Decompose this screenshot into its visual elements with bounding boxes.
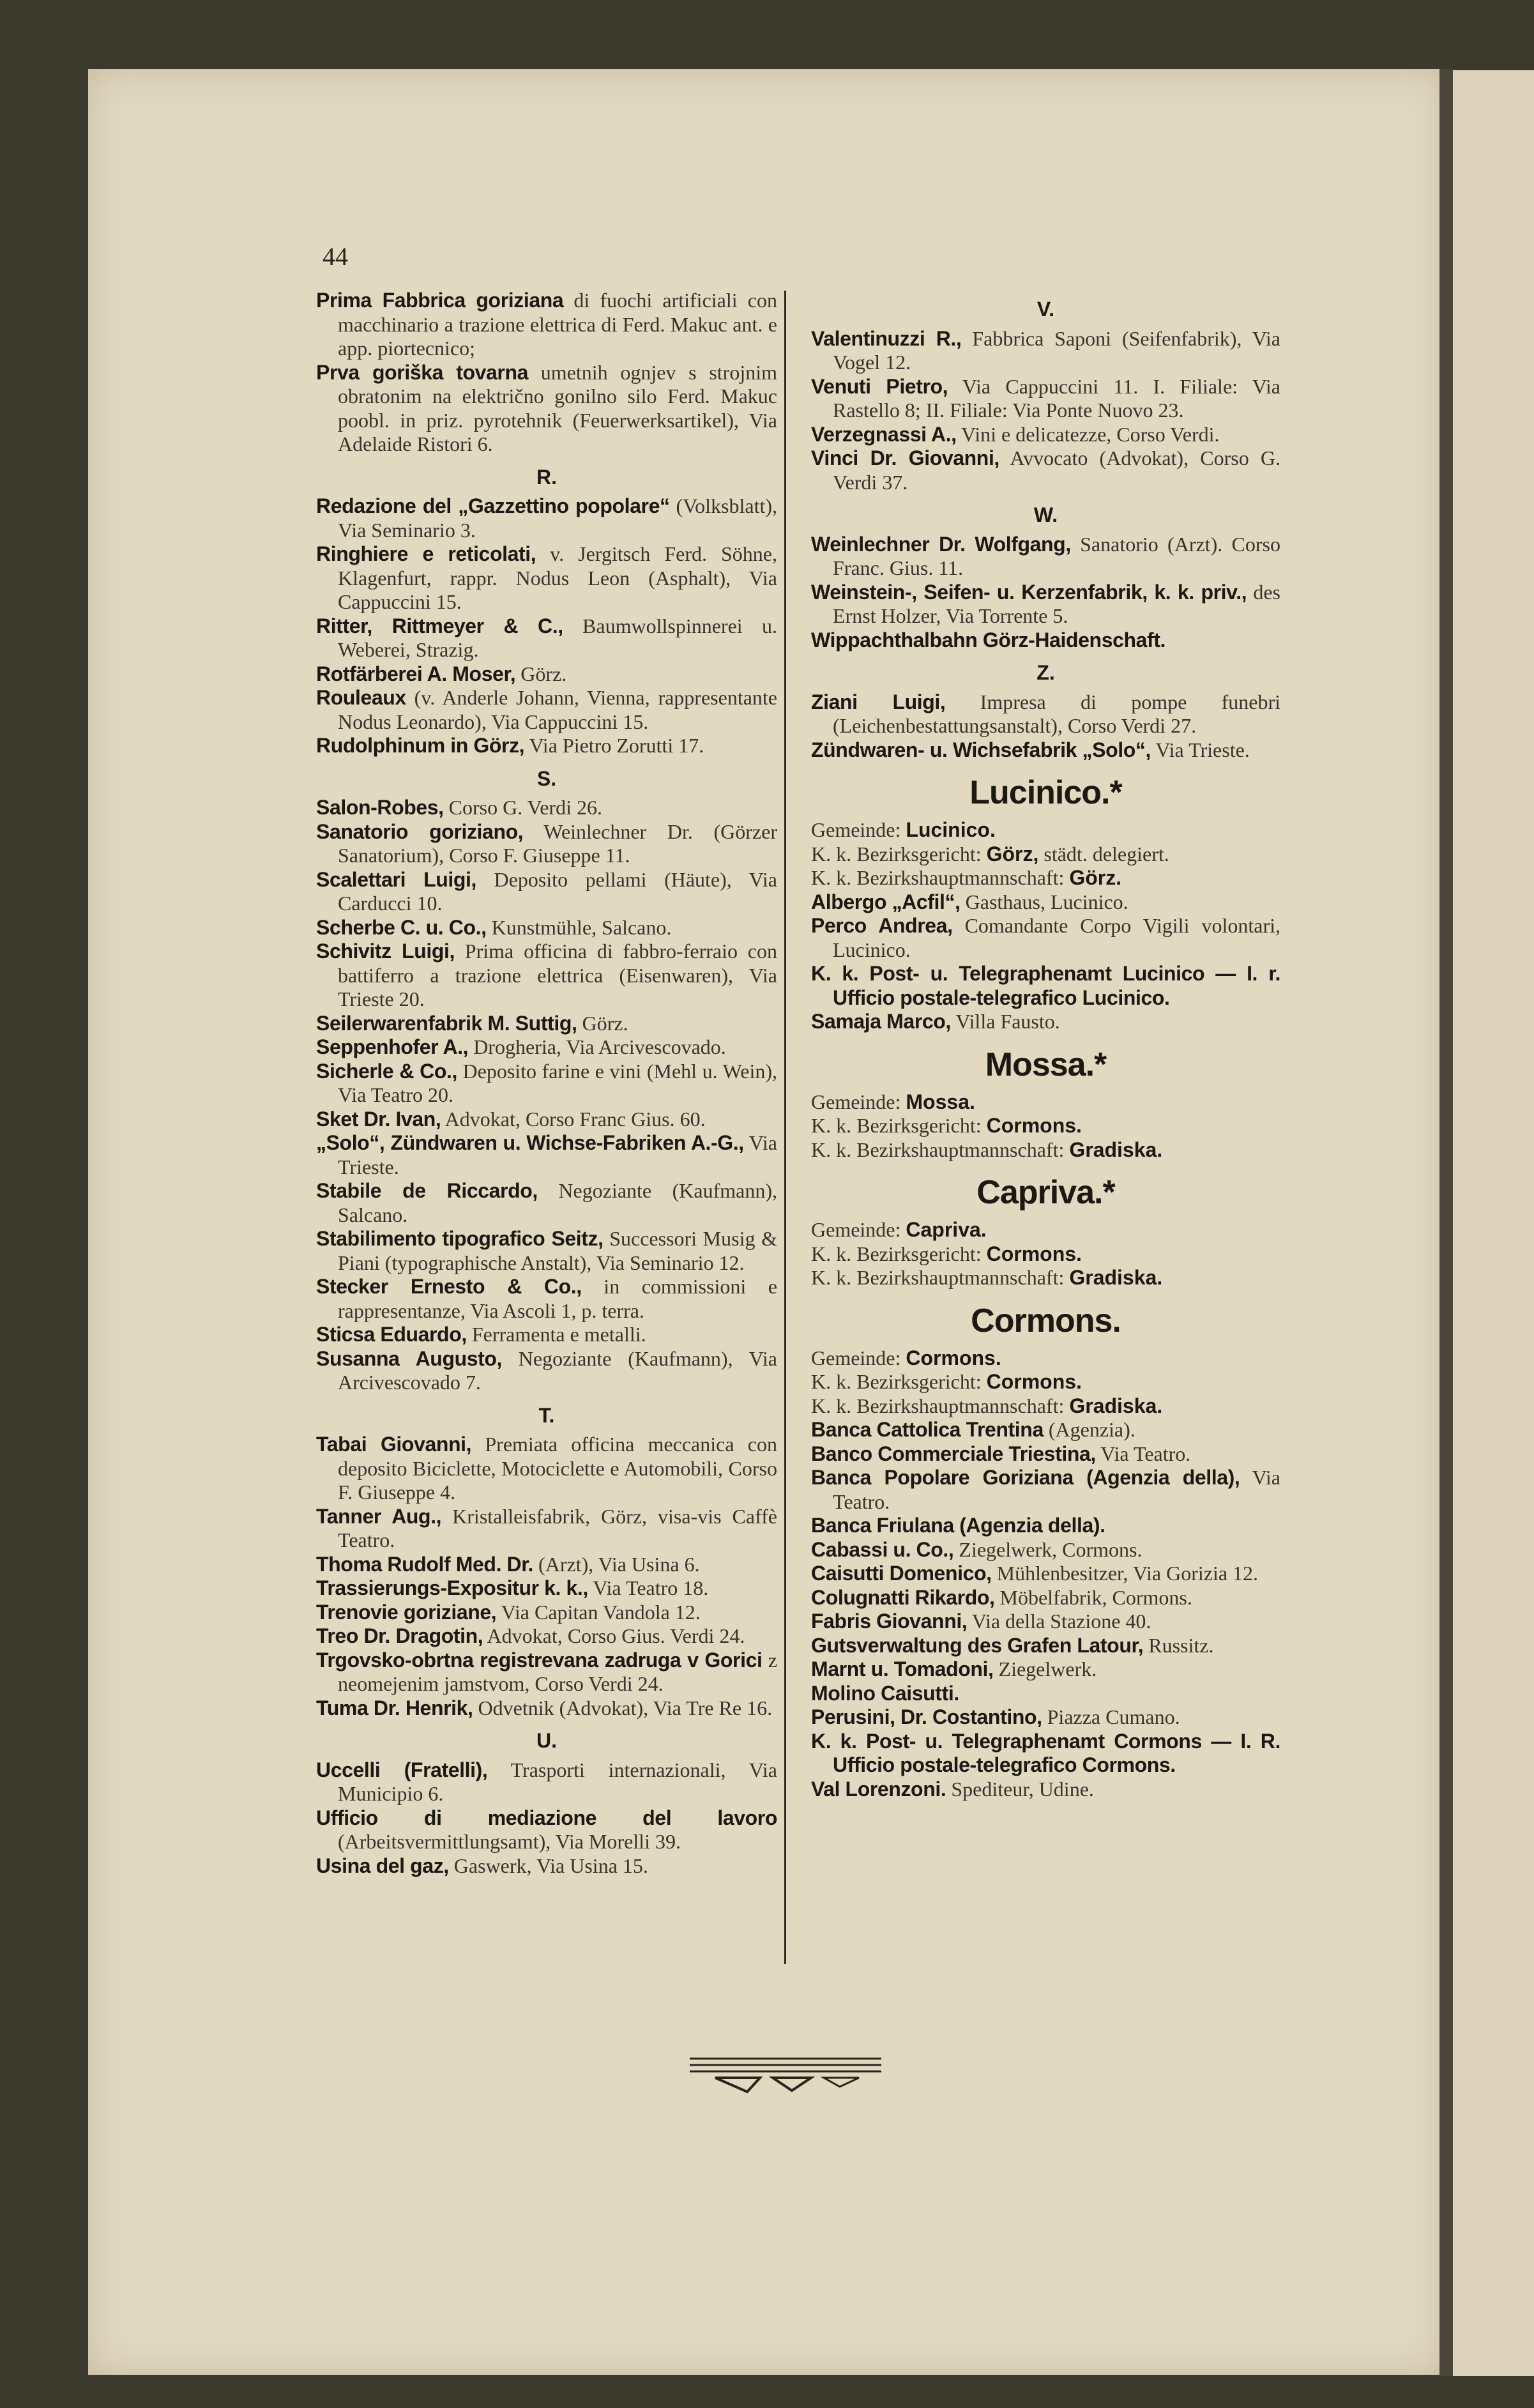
entry-details: Weinlechner Dr. (Görzer Sanatorium), Corso F. Giuseppe 11.	[338, 819, 777, 867]
entry-details: Fabbrica Saponi (Seifenfabrik), Via Vogel 12.	[833, 326, 1280, 374]
directory-entry	[316, 542, 777, 614]
section-letter: V.	[1037, 298, 1055, 321]
admin-value: Mossa.	[906, 1090, 975, 1113]
entry-details: Deposito farine e vini (Mehl u. Wein), Via Teatro 20.	[338, 1059, 777, 1106]
directory-entry	[316, 1433, 777, 1505]
entry-name: Seilerwarenfabrik M. Suttig,	[316, 1011, 577, 1035]
entry-name: Scalettari Luigi,	[316, 867, 476, 891]
admin-line	[811, 1138, 1280, 1162]
admin-value: Capriva.	[906, 1218, 987, 1241]
entry-details: Möbelfabrik, Cormons.	[994, 1585, 1192, 1609]
entry-details: Mühlenbesitzer, Via Gorizia 12.	[991, 1562, 1259, 1585]
entry-name: Cabassi u. Co.,	[811, 1537, 954, 1561]
entry-name: Perco Andrea,	[811, 914, 953, 937]
directory-entry	[811, 1778, 1280, 1802]
right-column	[811, 289, 1280, 1801]
admin-label: K. k. Bezirksgericht:	[811, 1370, 987, 1393]
directory-entry	[316, 1576, 777, 1601]
admin-value: Gradiska.	[1069, 1394, 1163, 1417]
entry-details: Odvetnik (Advokat), Via Tre Re 16.	[473, 1696, 773, 1719]
directory-entry	[811, 1730, 1280, 1778]
entry-details: Comandante Corpo Vigili volontari, Lucinico.	[833, 914, 1280, 961]
entry-name: Weinstein-, Seifen- u. Kerzenfabrik, k. k. priv.,	[811, 580, 1247, 604]
directory-entry	[316, 1601, 777, 1625]
directory-entry	[811, 423, 1280, 447]
entry-details: Via Cappuccini 11. I. Filiale: Via Rastello 8; II. Filiale: Via Ponte Nuovo 23.	[833, 374, 1281, 422]
entry-details: Sanatorio (Arzt). Corso Franc. Gius. 11.	[833, 532, 1280, 579]
entry-name: Ritter, Rittmeyer & C.,	[316, 614, 563, 637]
entry-name: Trgovsko-obrtna registrevana zadruga v Gorici	[316, 1648, 763, 1672]
entry-name: K. k. Post- u. Telegraphenamt Lucinico — I. r. Ufficio postale-telegrafico Lucinico.	[811, 962, 1280, 1009]
entry-details: Avvocato (Advokat), Corso G. Verdi 37.	[833, 446, 1280, 494]
directory-entry	[811, 962, 1280, 1010]
admin-value: Cormons.	[986, 1242, 1082, 1265]
entry-details: Piazza Cumano.	[1042, 1705, 1180, 1728]
entry-details: Successori Musig & Piani (typographische Anstalt), Via Seminario 12.	[338, 1227, 777, 1274]
entry-name: Stabile de Riccardo,	[316, 1179, 538, 1202]
entry-name: Trassierungs-Expositur k. k.,	[316, 1576, 588, 1599]
entry-details: Vini e delicatezze, Corso Verdi.	[956, 422, 1220, 446]
directory-entry	[316, 820, 777, 868]
entry-name: K. k. Post- u. Telegraphenamt Cormons — I. R. Ufficio postale-telegrafico Cormons.	[811, 1729, 1280, 1776]
entry-details: Kristalleisfabrik, Görz, visa-vis Caffè Teatro.	[338, 1504, 778, 1551]
admin-label: K. k. Bezirksgericht:	[811, 1242, 987, 1265]
directory-entry	[811, 1442, 1280, 1467]
section-letter: Z.	[1037, 661, 1055, 684]
directory-entry	[316, 1624, 777, 1649]
directory-entry	[811, 914, 1280, 962]
entry-details: Advokat, Corso Franc Gius. 60.	[441, 1107, 706, 1131]
entry-name: Usina del gaz,	[316, 1854, 449, 1877]
admin-line	[811, 866, 1280, 890]
entry-details: v. Jergitsch Ferd. Söhne, Klagenfurt, rappr. Nodus Leon (Asphalt), Via Cappuccini 15.	[338, 542, 777, 613]
entry-details: Baumwollspinnerei u. Weberei, Strazig.	[338, 614, 777, 661]
admin-note: städt. delegiert.	[1038, 842, 1169, 865]
entry-name: Scherbe C. u. Co.,	[316, 915, 487, 939]
section-letter: S.	[536, 766, 557, 790]
directory-entry	[316, 1035, 777, 1060]
entry-details: Via Teatro 18.	[588, 1576, 709, 1599]
locality-title: Cormons.	[971, 1302, 1121, 1339]
section-letter: W.	[1033, 503, 1058, 526]
end-ornament	[690, 2054, 881, 2105]
entry-name: Val Lorenzoni.	[811, 1777, 946, 1801]
directory-entry	[316, 1060, 777, 1108]
locality-title: Capriva.*	[976, 1174, 1115, 1211]
directory-entry	[316, 614, 777, 662]
entry-name: Ufficio di mediazione del lavoro	[316, 1806, 777, 1829]
entry-name: Marnt u. Tomadoni,	[811, 1657, 994, 1680]
directory-entry	[811, 1682, 1280, 1706]
entry-name: „Solo“, Zündwaren u. Wichse-Fabriken A.-G.,	[316, 1131, 744, 1154]
entry-name: Tanner Aug.,	[316, 1504, 442, 1528]
directory-entry	[316, 1131, 777, 1179]
directory-entry	[316, 1505, 777, 1553]
entry-details: (v. Anderle Johann, Vienna, rappresentante Nodus Leonardo), Via Cappuccini 15.	[338, 686, 777, 733]
directory-entry	[811, 1538, 1280, 1562]
entry-details: Trasporti internazionali, Via Municipio 6.	[338, 1758, 777, 1805]
directory-entry	[316, 868, 777, 916]
left-column	[316, 289, 777, 1878]
entry-details: Spediteur, Udine.	[946, 1777, 1094, 1801]
directory-entry	[316, 361, 777, 457]
locality-title: Mossa.*	[985, 1046, 1107, 1083]
directory-entry	[316, 1108, 777, 1132]
admin-line	[811, 1346, 1280, 1371]
entry-name: Banca Friulana (Agenzia della).	[811, 1514, 1105, 1537]
directory-entry	[811, 1562, 1280, 1586]
entry-details: di fuochi artificiali con macchinario a trazione elettrica di Ferd. Makuc ant. e app. piortecnico;	[338, 289, 778, 360]
directory-entry	[811, 1705, 1280, 1730]
entry-details: Ziegelwerk, Cormons.	[953, 1537, 1143, 1561]
directory-entry	[811, 890, 1280, 915]
admin-label: K. k. Bezirkshauptmannschaft:	[811, 866, 1070, 889]
entry-name: Tuma Dr. Henrik,	[316, 1696, 473, 1719]
admin-value: Görz.	[1069, 866, 1122, 889]
admin-value: Gradiska.	[1069, 1266, 1163, 1289]
entry-name: Seppenhofer A.,	[316, 1035, 469, 1058]
section-letter: R.	[536, 465, 557, 489]
directory-entry	[811, 1610, 1280, 1634]
entry-details: Görz.	[577, 1011, 628, 1035]
directory-entry	[811, 1657, 1280, 1682]
entry-name: Verzegnassi A.,	[811, 422, 957, 446]
admin-label: K. k. Bezirkshauptmannschaft:	[811, 1394, 1070, 1417]
entry-name: Trenovie goriziane,	[316, 1600, 497, 1624]
directory-entry	[811, 1586, 1280, 1610]
directory-entry	[316, 1553, 777, 1577]
entry-details: Ferramenta e metalli.	[466, 1323, 646, 1346]
directory-entry	[811, 1466, 1280, 1514]
admin-value: Lucinico.	[906, 818, 996, 841]
admin-line	[811, 818, 1280, 842]
directory-entry	[811, 375, 1280, 423]
entry-details: Advokat, Corso Gius. Verdi 24.	[483, 1624, 745, 1647]
directory-entry	[316, 1806, 777, 1854]
admin-line	[811, 1394, 1280, 1419]
admin-value: Cormons.	[986, 1370, 1082, 1393]
directory-entry	[316, 734, 777, 758]
entry-details: Via Teatro.	[833, 1466, 1280, 1513]
directory-entry	[316, 1696, 777, 1721]
entry-details: Prima officina di fabbro-ferraio con battiferro a trazione elettrica (Eisenwaren), Via Trieste 20.	[338, 940, 777, 1010]
entry-details: Gaswerk, Via Usina 15.	[448, 1854, 648, 1877]
entry-name: Ziani Luigi,	[811, 690, 946, 713]
entry-details: des Ernst Holzer, Via Torrente 5.	[833, 580, 1280, 627]
entry-name: Stabilimento tipografico Seitz,	[316, 1227, 604, 1250]
admin-line	[811, 1370, 1280, 1394]
entry-details: Via Trieste.	[338, 1131, 778, 1178]
directory-entry	[811, 446, 1280, 494]
entry-details: Via Pietro Zorutti 17.	[524, 734, 704, 757]
entry-name: Uccelli (Fratelli),	[316, 1758, 488, 1781]
entry-details: Ziegelwerk.	[993, 1657, 1097, 1680]
admin-label: Gemeinde:	[811, 1218, 906, 1241]
entry-name: Colugnatti Rikardo,	[811, 1585, 995, 1609]
entry-details: Impresa di pompe funebri (Leichenbestattungsanstalt), Corso Verdi 27.	[833, 690, 1281, 737]
entry-name: Banca Cattolica Trentina	[811, 1418, 1044, 1441]
entry-name: Molino Caisutti.	[811, 1681, 959, 1705]
entry-details: Gasthaus, Lucinico.	[960, 890, 1128, 913]
admin-label: K. k. Bezirkshauptmannschaft:	[811, 1138, 1070, 1161]
entry-name: Samaja Marco,	[811, 1010, 951, 1033]
admin-line	[811, 1090, 1280, 1115]
entry-name: Sket Dr. Ivan,	[316, 1107, 441, 1131]
entry-details: Premiata officina meccanica con deposito Biciclette, Motociclette e Automobili, Corso F. Giuseppe 4.	[338, 1433, 777, 1504]
admin-label: K. k. Bezirksgericht:	[811, 1114, 987, 1137]
column-divider	[784, 291, 786, 1964]
entry-name: Weinlechner Dr. Wolfgang,	[811, 532, 1071, 556]
entry-details: Via Teatro.	[1095, 1442, 1191, 1465]
directory-entry	[316, 494, 777, 542]
entry-name: Caisutti Domenico,	[811, 1562, 992, 1585]
directory-entry	[811, 738, 1280, 763]
entry-name: Albergo „Acfil“,	[811, 890, 961, 913]
entry-name: Ringhiere e reticolati,	[316, 542, 536, 565]
directory-entry	[811, 1634, 1280, 1658]
entry-details: Corso G. Verdi 26.	[443, 796, 602, 819]
entry-name: Wippachthalbahn Görz-Haidenschaft.	[811, 628, 1166, 652]
directory-entry	[811, 581, 1280, 629]
admin-label: Gemeinde:	[811, 1346, 906, 1369]
entry-details: Negoziante (Kaufmann), Salcano.	[338, 1179, 777, 1226]
entry-name: Salon-Robes,	[316, 796, 444, 819]
entry-details: Via Trieste.	[1150, 738, 1250, 761]
directory-entry	[811, 327, 1280, 375]
directory-entry	[316, 1275, 777, 1323]
entry-name: Treo Dr. Dragotin,	[316, 1624, 483, 1647]
entry-details: Drogheria, Via Arcivescovado.	[468, 1035, 726, 1058]
admin-line	[811, 1114, 1280, 1138]
admin-label: Gemeinde:	[811, 1090, 906, 1113]
directory-entry	[316, 289, 777, 361]
admin-line	[811, 1266, 1280, 1290]
entry-name: Susanna Augusto,	[316, 1346, 503, 1370]
entry-details: Via Capitan Vandola 12.	[496, 1600, 701, 1624]
directory-entry	[316, 1758, 777, 1806]
admin-value: Görz,	[986, 842, 1039, 865]
admin-label: Gemeinde:	[811, 818, 906, 841]
entry-name: Tabai Giovanni,	[316, 1433, 472, 1456]
directory-entry	[316, 796, 777, 820]
directory-entry	[811, 1010, 1280, 1034]
entry-name: Sicherle & Co.,	[316, 1059, 457, 1083]
entry-details: (Agenzia).	[1043, 1418, 1135, 1441]
entry-name: Perusini, Dr. Costantino,	[811, 1705, 1042, 1728]
entry-details: Negoziante (Kaufmann), Via Arcivescovado 7.	[338, 1346, 777, 1394]
entry-name: Rotfärberei A. Moser,	[316, 662, 516, 685]
entry-name: Rudolphinum in Görz,	[316, 734, 525, 757]
entry-details: in commissioni e rappresentanze, Via Ascoli 1, p. terra.	[338, 1275, 778, 1322]
section-letter: U.	[536, 1729, 557, 1752]
entry-name: Rouleaux	[316, 686, 406, 709]
entry-name: Thoma Rudolf Med. Dr.	[316, 1552, 534, 1576]
admin-label: K. k. Bezirkshauptmannschaft:	[811, 1266, 1070, 1289]
directory-entry	[316, 1179, 777, 1227]
entry-details: (Arzt), Via Usina 6.	[533, 1552, 700, 1576]
directory-entry	[316, 940, 777, 1012]
locality-title: Lucinico.*	[969, 774, 1122, 811]
admin-value: Gradiska.	[1069, 1138, 1163, 1161]
admin-value: Cormons.	[986, 1114, 1082, 1137]
entry-name: Fabris Giovanni,	[811, 1610, 968, 1633]
directory-entry	[316, 1854, 777, 1878]
admin-label: K. k. Bezirksgericht:	[811, 842, 987, 865]
entry-details: Kunstmühle, Salcano.	[486, 915, 672, 939]
entry-name: Sanatorio goriziano,	[316, 819, 524, 843]
directory-entry	[316, 1227, 777, 1275]
admin-line	[811, 1242, 1280, 1267]
entry-details: z neomejenim jamstvom, Corso Verdi 24.	[338, 1648, 777, 1695]
section-letter: T.	[538, 1403, 555, 1427]
directory-entry	[811, 1418, 1280, 1442]
directory-entry	[316, 1649, 777, 1696]
entry-name: Sticsa Eduardo,	[316, 1323, 467, 1346]
entry-name: Vinci Dr. Giovanni,	[811, 446, 999, 469]
entry-details: Villa Fausto.	[950, 1010, 1060, 1033]
admin-value: Cormons.	[906, 1346, 1001, 1369]
entry-name: Redazione del „Gazzettino popolare“	[316, 494, 670, 517]
directory-entry	[811, 690, 1280, 738]
directory-entry	[316, 916, 777, 940]
entry-name: Valentinuzzi R.,	[811, 326, 962, 350]
directory-entry	[316, 1323, 777, 1347]
entry-name: Prima Fabbrica goriziana	[316, 289, 564, 312]
entry-details: Görz.	[515, 662, 567, 685]
entry-name: Banco Commerciale Triestina,	[811, 1442, 1096, 1465]
entry-details: Via della Stazione 40.	[967, 1610, 1151, 1633]
entry-details: Russitz.	[1143, 1633, 1214, 1657]
directory-entry	[316, 1012, 777, 1036]
directory-entry	[811, 629, 1280, 653]
next-page-edge	[1453, 70, 1534, 2376]
admin-line	[811, 842, 1280, 867]
entry-name: Zündwaren- u. Wichsefabrik „Solo“,	[811, 738, 1151, 761]
entry-name: Venuti Pietro,	[811, 374, 948, 398]
directory-entry	[316, 686, 777, 734]
admin-line	[811, 1218, 1280, 1242]
directory-entry	[811, 1514, 1280, 1538]
entry-name: Schivitz Luigi,	[316, 940, 455, 963]
entry-details: umetnih ognjev s strojnim obratonim na električno gonilno silo Ferd. Makuc poobl. in priz. pyrotehnik (Feuerwerksartikel), Via Adelaide Ristori 6.	[338, 360, 777, 455]
entry-name: Gutsverwaltung des Grafen Latour,	[811, 1633, 1144, 1657]
entry-details: Deposito pellami (Häute), Via Carducci 10.	[338, 867, 777, 915]
page-number: 44	[323, 242, 348, 271]
entry-name: Prva goriška tovarna	[316, 360, 529, 384]
directory-entry	[316, 662, 777, 687]
directory-entry	[316, 1347, 777, 1395]
entry-details: (Arbeitsvermittlungsamt), Via Morelli 39.	[338, 1830, 681, 1853]
entry-name: Banca Popolare Goriziana (Agenzia della),	[811, 1466, 1240, 1489]
entry-name: Stecker Ernesto & Co.,	[316, 1275, 582, 1298]
directory-entry	[811, 533, 1280, 581]
entry-details: (Volksblatt), Via Seminario 3.	[338, 494, 777, 542]
